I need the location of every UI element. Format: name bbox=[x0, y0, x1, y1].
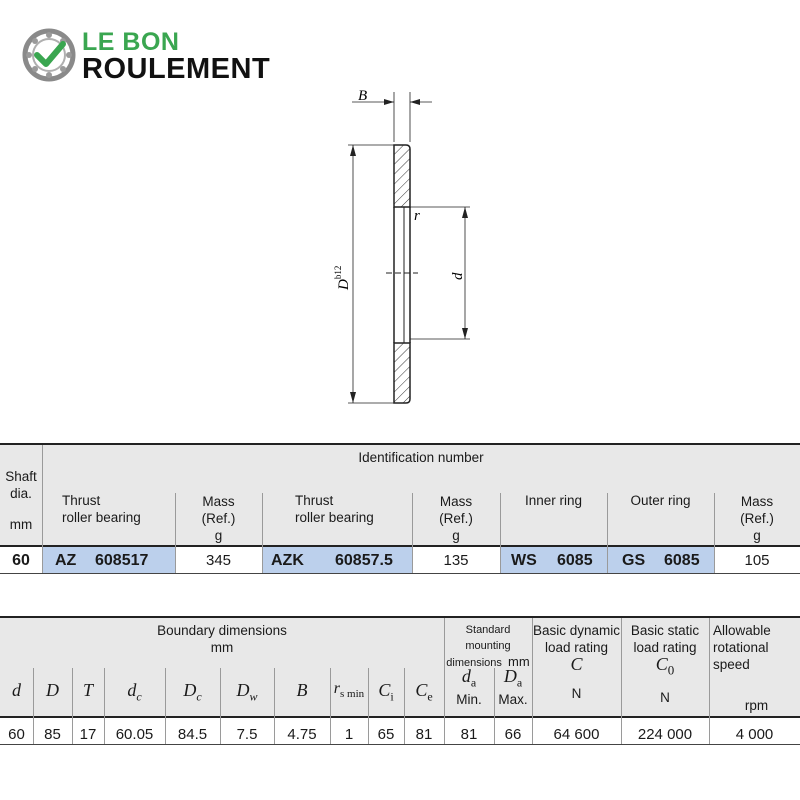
header-static-load: Basic static load rating $C_0$ N bbox=[630, 623, 700, 705]
cell-az-part: AZ 608517 bbox=[43, 547, 175, 573]
header-thrust-bearing-2: Thrust roller bearing bbox=[295, 493, 374, 525]
sym-Da: $D_a$ Max. bbox=[498, 666, 528, 707]
val-B: 4.75 bbox=[287, 726, 317, 743]
bearing-check-icon bbox=[22, 28, 76, 82]
val-Dw: 7.5 bbox=[236, 726, 258, 743]
sym-dc: $d_c$ bbox=[127, 680, 142, 704]
dim-label-B: B bbox=[358, 88, 368, 104]
logo-line2: ROULEMENT bbox=[82, 53, 271, 85]
header-identification: Identification number bbox=[358, 450, 484, 465]
header-outer-ring: Outer ring bbox=[630, 493, 691, 508]
val-Da: 66 bbox=[504, 726, 522, 743]
dim-label-r: r bbox=[414, 208, 420, 224]
sym-d: d bbox=[12, 680, 21, 700]
header-inner-ring: Inner ring bbox=[524, 493, 583, 508]
val-Ci: 65 bbox=[377, 726, 395, 743]
sym-Dw: $D_w$ bbox=[236, 680, 258, 704]
header-boundary-dimensions: Boundary dimensions mm bbox=[157, 623, 287, 655]
washer-drawing bbox=[300, 80, 520, 420]
header-mass-1: Mass (Ref.) g bbox=[201, 494, 236, 543]
val-C0: 224 000 bbox=[637, 726, 693, 743]
val-dc: 60.05 bbox=[115, 726, 154, 743]
header-dynamic-load: Basic dynamic load rating C N bbox=[532, 623, 621, 701]
val-speed: 4 000 bbox=[735, 726, 774, 743]
cell-ws-part: WS 6085 bbox=[501, 547, 607, 573]
header-mass-3: Mass (Ref.) g bbox=[740, 494, 774, 543]
cell-mass-3: 105 bbox=[744, 552, 770, 569]
dim-label-D: $D^{b12}$ bbox=[333, 265, 352, 290]
dimensions-table bbox=[0, 616, 800, 746]
sym-D: D bbox=[46, 680, 59, 700]
brand-logo bbox=[22, 26, 302, 86]
cell-gs-part: GS 6085 bbox=[608, 547, 714, 573]
logo-line1: LE BON bbox=[82, 28, 180, 56]
cell-mass-2: 135 bbox=[443, 552, 469, 569]
cell-azk-part: AZK 60857.5 bbox=[263, 547, 412, 573]
sym-da: $d_a$ Min. bbox=[456, 666, 482, 707]
header-standard-mounting: Standard mounting dimensions mm bbox=[446, 624, 530, 669]
dim-label-d: d bbox=[450, 272, 466, 280]
sym-rs: $r_{s min}$ bbox=[333, 680, 365, 701]
cell-shaft: 60 bbox=[12, 552, 30, 569]
val-Dc: 84.5 bbox=[177, 726, 208, 743]
val-rs: 1 bbox=[344, 726, 354, 743]
val-d: 60 bbox=[8, 726, 25, 743]
identification-table bbox=[0, 443, 800, 575]
val-Ce: 81 bbox=[415, 726, 433, 743]
sym-Ci: $C_i$ bbox=[378, 680, 394, 704]
sym-Ce: $C_e$ bbox=[415, 680, 433, 704]
sym-B: B bbox=[296, 680, 308, 700]
cell-mass-1: 345 bbox=[205, 552, 232, 569]
val-da: 81 bbox=[460, 726, 478, 743]
header-speed: Allowable rotational speed rpm bbox=[713, 623, 771, 713]
val-C: 64 600 bbox=[553, 726, 600, 743]
header-shaft-dia: Shaft dia. mm bbox=[5, 469, 37, 532]
header-mass-2: Mass (Ref.) g bbox=[439, 494, 473, 543]
val-T: 17 bbox=[79, 726, 97, 743]
header-thrust-bearing-1: Thrust roller bearing bbox=[62, 493, 141, 525]
val-D: 85 bbox=[44, 726, 61, 743]
sym-Dc: $D_c$ bbox=[183, 680, 202, 704]
sym-T: T bbox=[82, 680, 93, 700]
